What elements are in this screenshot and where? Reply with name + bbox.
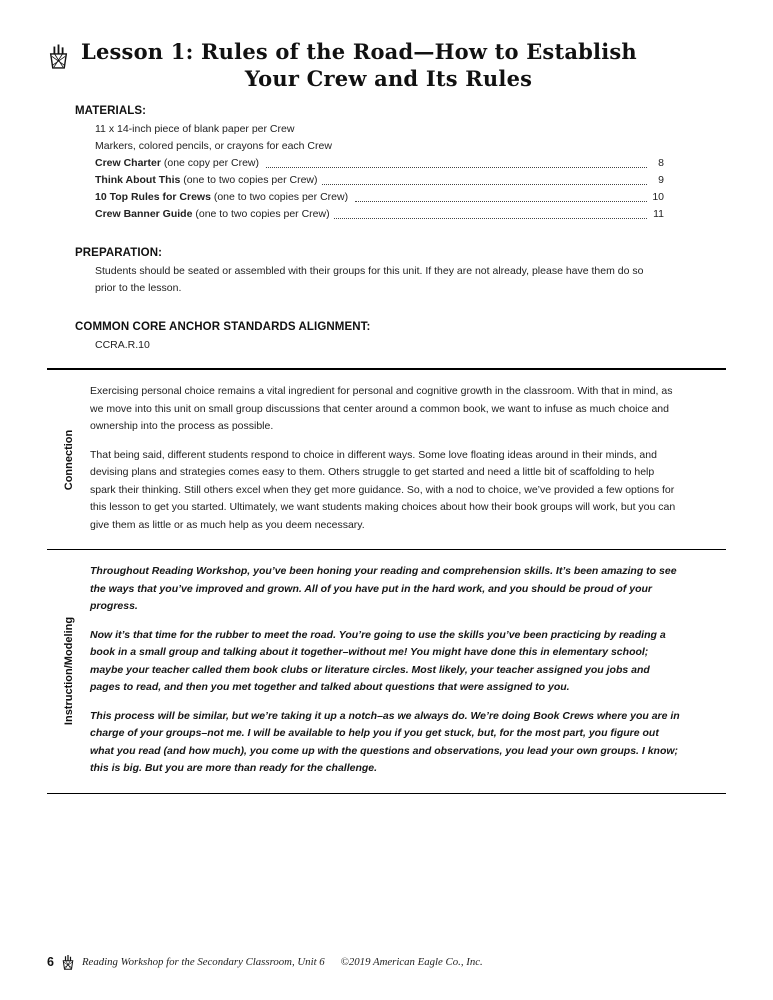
instruction-body bbox=[90, 550, 726, 793]
page-footer bbox=[47, 954, 483, 970]
connection-paragraph: Exercising personal choice remains a vital ingredient for personal and cognitive growth in the classroom. With that in mind, as we move into this unit on small group discussions that center around a common book, we want to infuse as much choice and ownership into the process as possible. bbox=[90, 385, 673, 432]
handout-page-number: 8 bbox=[658, 157, 664, 169]
instruction-section bbox=[47, 550, 726, 793]
footer-page-number: 6 bbox=[47, 955, 54, 969]
handout-row bbox=[95, 189, 664, 206]
instruction-label-column bbox=[47, 550, 90, 793]
handout-desc: (one to two copies per Crew) bbox=[180, 174, 318, 186]
connection-label: Connection bbox=[62, 429, 75, 490]
handout-page-number: 10 bbox=[652, 191, 664, 203]
front-matter bbox=[47, 105, 726, 354]
pencil-cup-icon bbox=[61, 954, 75, 970]
handout-name: Crew Charter bbox=[95, 157, 161, 169]
standards-heading: COMMON CORE ANCHOR STANDARDS ALIGNMENT: bbox=[75, 321, 371, 333]
handout-name: 10 Top Rules for Crews bbox=[95, 191, 211, 203]
instruction-label: Instruction/Modeling bbox=[62, 617, 75, 726]
materials-heading: MATERIALS: bbox=[75, 105, 147, 117]
section-divider-thin-bottom bbox=[47, 793, 726, 794]
handout-name: Think About This bbox=[95, 174, 181, 186]
footer-copyright: ©2019 American Eagle Co., Inc. bbox=[340, 956, 483, 968]
connection-body bbox=[90, 370, 726, 549]
preparation-text: Students should be seated or assembled with their groups for this unit. If they are not already, please have them do so prior to the lesson. bbox=[95, 265, 644, 294]
connection-section bbox=[47, 370, 726, 549]
instruction-paragraph: Throughout Reading Workshop, you’ve been honing your reading and comprehension skills. It’s been amazing to see the ways that you’ve improved and grown. All of you have put in the hard work, and you should be proud of your progress. bbox=[90, 565, 677, 612]
connection-label-column bbox=[47, 370, 90, 549]
handout-page-number: 11 bbox=[653, 208, 664, 220]
pencil-cup-icon bbox=[47, 43, 70, 74]
material-item: Markers, colored pencils, or crayons for each Crew bbox=[95, 140, 332, 152]
handout-row bbox=[95, 206, 664, 223]
footer-book-title: Reading Workshop for the Secondary Classroom, Unit 6 bbox=[81, 956, 325, 968]
material-item: 11 x 14-inch piece of blank paper per Crew bbox=[95, 123, 295, 135]
page-title bbox=[81, 38, 696, 92]
page-title-line1: Lesson 1: Rules of the Road—How to Establish bbox=[81, 39, 637, 64]
materials-list bbox=[95, 121, 664, 223]
instruction-paragraph: This process will be similar, but we’re taking it up a notch–as we always do. We’re doing Book Crews where you are in charge of your groups–not me. I will be available to help you if you get stuck, but, for the most part, you figure out what you read (and how much), you come up with the questions and observations, you lead your own groups. I know; this is big. But you are more than ready for the challenge. bbox=[90, 709, 680, 774]
page-title-line2: Your Crew and Its Rules bbox=[244, 66, 533, 91]
preparation-heading: PREPARATION: bbox=[75, 247, 163, 259]
handout-desc: (one copy per Crew) bbox=[160, 157, 262, 169]
dotted-leader bbox=[334, 218, 647, 219]
dotted-leader bbox=[266, 167, 647, 168]
handout-desc: (one to two copies per Crew) bbox=[192, 208, 330, 220]
connection-paragraph: That being said, different students respond to choice in different ways. Some love floating ideas around in their minds, and devising plans and strategies comes easy to them. Others struggle to get started and need a little bit of scaffolding to help spark their thinking. Still others excel when they get more guidance. So, with a nod to choice, we’ve provided a few options for this lesson to get you started. Ultimately, we want students making choices about how their book groups will work, but you can give them as little or as much help as you deem necessary. bbox=[90, 448, 676, 531]
handout-desc: (one to two copies per Crew) bbox=[210, 191, 351, 203]
handout-page-number: 9 bbox=[658, 174, 664, 186]
dotted-leader bbox=[355, 201, 647, 202]
title-block bbox=[47, 38, 726, 92]
dotted-leader bbox=[322, 184, 647, 185]
handout-row bbox=[95, 172, 664, 189]
handout-name: Crew Banner Guide bbox=[95, 208, 193, 220]
instruction-paragraph: Now it’s that time for the rubber to meet the road. You’re going to use the skills you’ve been practicing by reading a book in a small group and talking about it together–without me! You might have done this in elementary school; maybe your teacher called them book clubs or literature circles. Most likely, your teacher assigned you jobs and pages to read, and then you met together and talked about questions that were assigned to you. bbox=[90, 628, 666, 693]
handout-row bbox=[95, 155, 664, 172]
standards-code: CCRA.R.10 bbox=[95, 339, 150, 351]
